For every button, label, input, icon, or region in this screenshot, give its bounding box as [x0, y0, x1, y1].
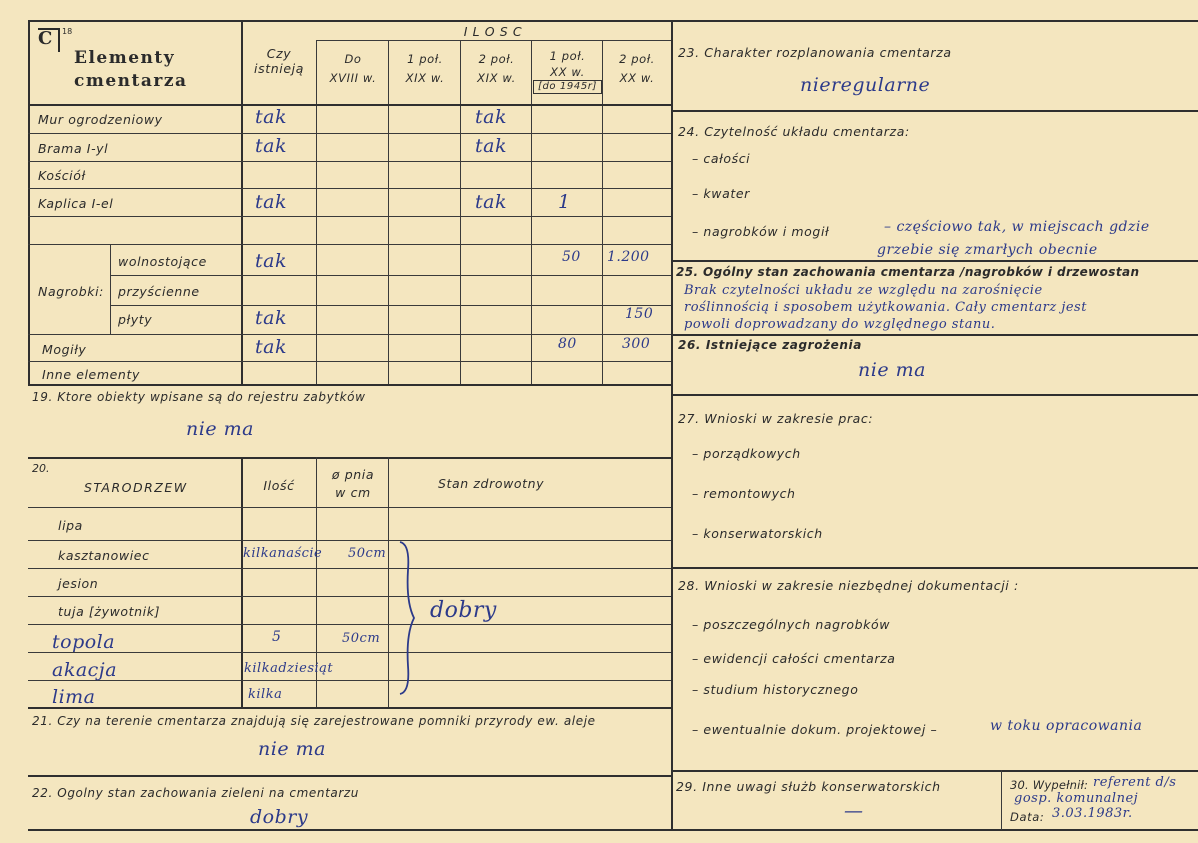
top-rule	[28, 20, 1198, 22]
q24-item: – kwater	[692, 186, 750, 201]
table-rule	[602, 40, 603, 384]
row-label: wolnostojące	[118, 254, 207, 269]
q30-date-label: Data:	[1010, 810, 1045, 824]
table-rule	[531, 40, 532, 384]
table-rule	[28, 384, 671, 386]
health-header: Stan zdrowotny	[438, 476, 545, 491]
row-label: Mur ogrodzeniowy	[38, 112, 163, 127]
exists-value: tak	[255, 106, 287, 128]
quantity-value: 150	[625, 306, 654, 322]
q27-item: – remontowych	[692, 486, 796, 501]
period-header: Do XVIII w.	[329, 52, 377, 85]
section-rule	[671, 334, 1198, 336]
tree-table-rule	[388, 457, 389, 707]
q29-label: 29. Inne uwagi służb konserwatorskich	[676, 779, 941, 794]
diameter-header: ø pnia w cm	[331, 467, 375, 500]
card-title-line2: cmentarza	[74, 71, 188, 91]
tree-species: jesion	[58, 576, 99, 591]
table-rule	[110, 275, 671, 276]
q20-number: 20.	[32, 462, 50, 475]
q21-label: 21. Czy na terenie cmentarza znajdują się zarejestrowane pomniki przyrody ew. aleje	[32, 714, 596, 728]
table-rule	[28, 361, 671, 362]
tree-table-rule	[28, 624, 671, 625]
table-rule	[28, 161, 671, 162]
table-rule	[28, 216, 671, 217]
table-rule	[110, 244, 111, 334]
section-number: 18	[62, 27, 73, 36]
section-rule	[671, 260, 1198, 262]
q24-item: – nagrobków i mogił	[692, 224, 830, 239]
quantity-value: 300	[622, 336, 651, 352]
q30-filled-by: referent d/s	[1093, 775, 1177, 790]
table-rule	[316, 40, 317, 384]
q28-label: 28. Wnioski w zakresie niezbędnej dokumentacji :	[678, 578, 1019, 593]
period-header: 1 poł. XX w. [do 1945r]	[533, 48, 602, 94]
q26-label: 26. Istniejące zagrożenia	[678, 338, 862, 352]
section-rule	[671, 394, 1198, 396]
tree-species: akacja	[52, 659, 118, 681]
table-rule	[316, 40, 671, 41]
q23-label: 23. Charakter rozplanowania cmentarza	[678, 45, 952, 60]
period-header: 2 poł. XIX w.	[477, 52, 516, 85]
tree-table-rule	[28, 507, 671, 508]
table-rule	[28, 133, 671, 134]
q27-item: – konserwatorskich	[692, 526, 823, 541]
q19-label: 19. Ktore obiekty wpisane są do rejestru zabytków	[32, 390, 366, 404]
exists-value: tak	[255, 135, 287, 157]
period-header: 1 poł. XIX w.	[405, 52, 445, 85]
q24-label: 24. Czytelność układu cmentarza:	[678, 124, 910, 139]
q27-item: – porządkowych	[692, 446, 801, 461]
table-rule	[110, 305, 671, 306]
q19-answer: nie ma	[186, 418, 254, 440]
section-rule	[28, 775, 671, 777]
table-rule	[460, 40, 461, 384]
tree-health-value: dobry	[430, 598, 497, 623]
table-rule	[388, 40, 389, 384]
period-header: 2 poł. XX w.	[619, 52, 655, 85]
q23-answer: nieregularne	[800, 74, 931, 96]
exists-value: tak	[255, 250, 287, 272]
q22-answer: dobry	[250, 806, 309, 828]
table-rule	[28, 244, 671, 245]
tree-species: lima	[52, 686, 96, 708]
tree-table-rule	[241, 457, 243, 707]
tree-species: tuja [żywotnik]	[58, 604, 161, 619]
card-title-line1: Elementy	[74, 48, 176, 68]
bottom-rule	[28, 829, 1198, 831]
table-rule	[28, 188, 671, 189]
q26-answer: nie ma	[858, 359, 926, 381]
exists-value: tak	[255, 307, 287, 329]
q27-label: 27. Wnioski w zakresie prac:	[678, 411, 874, 426]
table-rule	[28, 334, 671, 335]
tree-count: 5	[272, 629, 282, 645]
section-rule	[28, 457, 671, 459]
q28-item: – ewidencji całości cmentarza	[692, 651, 896, 666]
section-rule	[671, 567, 1198, 569]
q30-date: 3.03.1983r.	[1052, 806, 1133, 821]
tree-count: kilkanaście	[243, 546, 323, 561]
q24-item: – całości	[692, 151, 751, 166]
tree-species: kasztanowiec	[58, 548, 150, 563]
quantity-value: 1.200	[607, 249, 650, 265]
exists-value: tak	[255, 336, 287, 358]
row-label: płyty	[118, 312, 153, 327]
q24-answer: – częściowo tak, w miejscach gdzie	[884, 219, 1150, 235]
row-label: przyścienne	[118, 284, 200, 299]
row-label: Brama I-yl	[38, 141, 109, 156]
q25-answer: powoli doprowadzany do względnego stanu.	[684, 317, 996, 332]
column-divider	[671, 20, 673, 830]
q21-answer: nie ma	[258, 738, 326, 760]
section-letter: C	[38, 28, 53, 49]
q30-filled-by: gosp. komunalnej	[1014, 791, 1139, 806]
table-rule	[28, 104, 671, 106]
q29-answer: —	[844, 800, 864, 822]
section-rule	[28, 707, 671, 709]
tree-count: kilka	[248, 687, 283, 702]
section-rule	[671, 110, 1198, 112]
q24-answer: grzebie się zmarłych obecnie	[877, 242, 1098, 258]
tree-count: kilkadziesiąt	[244, 661, 334, 676]
q28-item: – studium historycznego	[692, 682, 859, 697]
tree-table-rule	[28, 596, 671, 597]
quantity-value: 50	[562, 249, 581, 265]
tree-table-rule	[28, 652, 671, 653]
tree-table-rule	[28, 540, 671, 541]
q25-answer: roślinnością i sposobem użytkowania. Cały cmentarz jest	[684, 300, 1087, 315]
q30-label: 30. Wypełnił:	[1010, 778, 1089, 792]
section-rule	[671, 770, 1198, 772]
count-header: Ilość	[263, 478, 295, 493]
tombstones-group-label: Nagrobki:	[38, 284, 104, 299]
q25-label: 25. Ogólny stan zachowania cmentarza /nagrobków i drzewostan	[676, 265, 1140, 279]
quantity-value: tak	[475, 106, 507, 128]
row-label: Inne elementy	[42, 367, 140, 382]
trees-header: STARODRZEW	[84, 480, 188, 495]
quantity-header: I L O S C	[463, 24, 523, 39]
tree-diameter: 50cm	[348, 546, 387, 561]
left-rule	[28, 20, 30, 384]
tree-table-rule	[28, 680, 671, 681]
tree-species: lipa	[58, 518, 83, 533]
quantity-value: tak	[475, 135, 507, 157]
q28-item: – ewentualnie dokum. projektowej –	[692, 722, 938, 737]
q25-answer: Brak czytelności układu ze względu na zarośnięcie	[684, 283, 1043, 298]
row-label: Kościół	[38, 168, 86, 183]
q28-answer: w toku opracowania	[990, 718, 1143, 734]
tree-table-rule	[28, 568, 671, 569]
row-label: Kaplica I-el	[38, 196, 114, 211]
exists-value: tak	[255, 191, 287, 213]
quantity-value: tak	[475, 191, 507, 213]
tree-species: topola	[52, 631, 116, 653]
quantity-value: 1	[558, 191, 571, 213]
row-label: Mogiły	[42, 342, 87, 357]
q22-label: 22. Ogolny stan zachowania zieleni na cmentarzu	[32, 786, 359, 800]
quantity-value: 80	[558, 336, 577, 352]
brace-mark	[396, 540, 418, 696]
q28-item: – poszczególnych nagrobków	[692, 617, 891, 632]
col-exists-header: Czy istnieją	[254, 46, 304, 76]
tree-diameter: 50cm	[342, 631, 381, 646]
section-rule	[1001, 770, 1002, 830]
